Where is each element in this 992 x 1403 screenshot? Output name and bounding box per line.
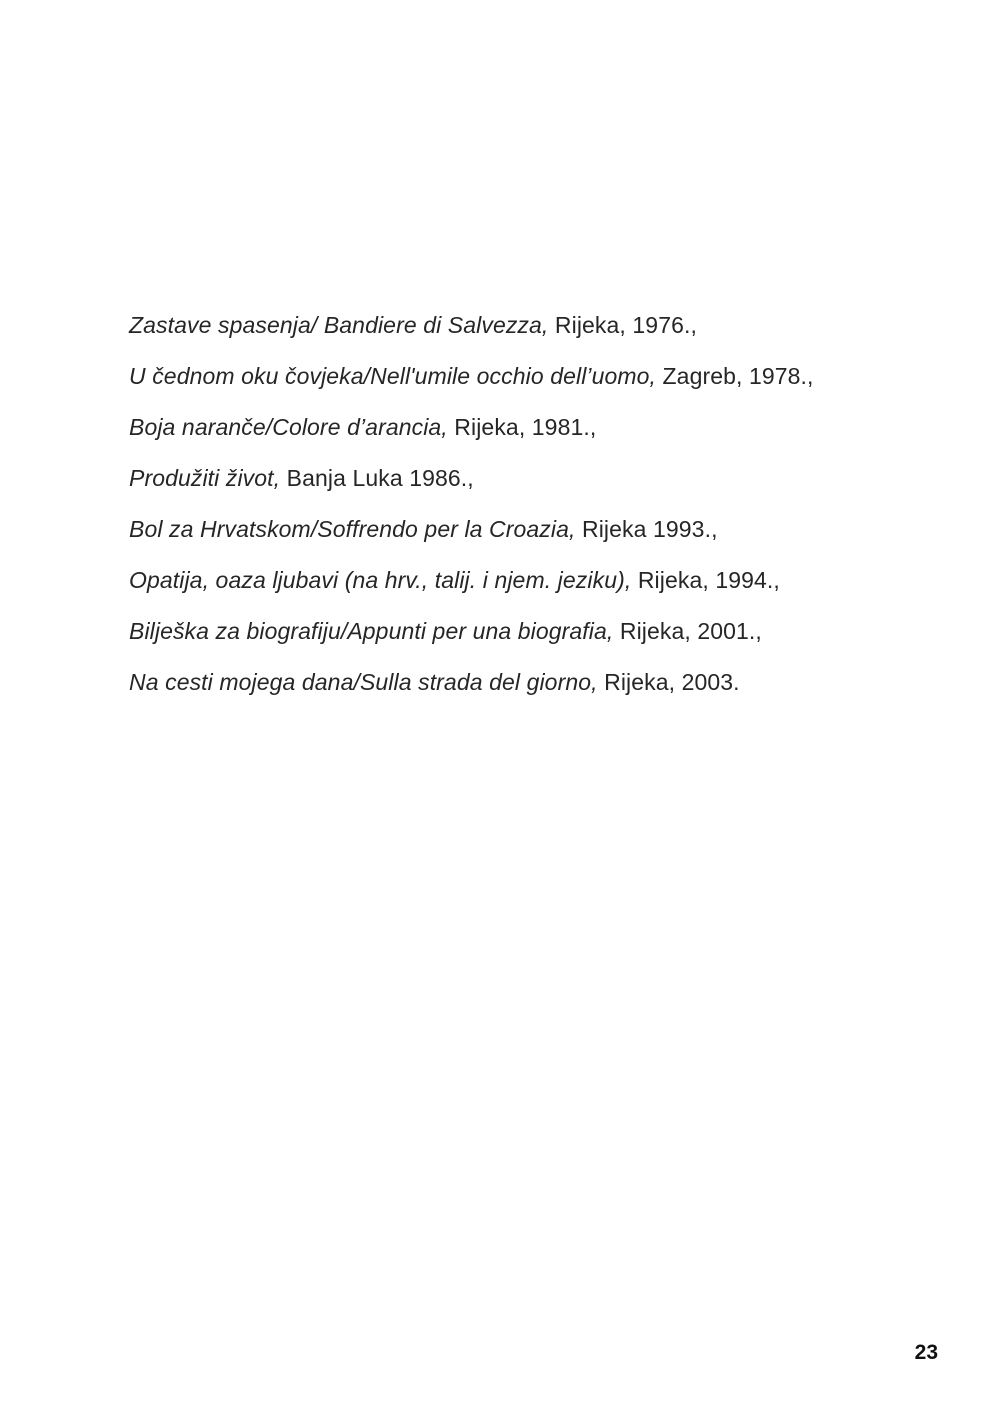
entry-title: Bilješka za biografiju/Appunti per una biografia, bbox=[129, 618, 614, 644]
entry-title: Boja naranče/Colore d’arancia, bbox=[129, 414, 448, 440]
entry-title: Na cesti mojega dana/Sulla strada del giorno, bbox=[129, 669, 598, 695]
entry-title: U čednom oku čovjeka/Nell'umile occhio dell’uomo, bbox=[129, 363, 657, 389]
page-number: 23 bbox=[914, 1341, 938, 1364]
entry-title: Produžiti život, bbox=[129, 465, 281, 491]
list-item bbox=[129, 657, 814, 708]
list-item bbox=[129, 300, 814, 351]
entry-publication: Rijeka, 2003. bbox=[597, 669, 740, 695]
entry-publication: Rijeka, 1981., bbox=[447, 414, 597, 440]
entry-title: Zastave spasenja/ Bandiere di Salvezza, bbox=[129, 312, 549, 338]
entry-publication: Zagreb, 1978., bbox=[656, 363, 814, 389]
list-item bbox=[129, 504, 814, 555]
list-item bbox=[129, 402, 814, 453]
list-item bbox=[129, 555, 814, 606]
entry-publication: Rijeka, 1994., bbox=[631, 567, 780, 593]
entry-publication: Rijeka, 2001., bbox=[613, 618, 762, 644]
entry-publication: Rijeka, 1976., bbox=[548, 312, 697, 338]
list-item bbox=[129, 606, 814, 657]
entry-title: Opatija, oaza ljubavi (na hrv., talij. i njem. jeziku), bbox=[129, 567, 632, 593]
list-item bbox=[129, 453, 814, 504]
entry-publication: Banja Luka 1986., bbox=[280, 465, 474, 491]
list-item bbox=[129, 351, 814, 402]
entry-title: Bol za Hrvatskom/Soffrendo per la Croazia, bbox=[129, 516, 576, 542]
entry-publication: Rijeka 1993., bbox=[575, 516, 718, 542]
bibliography-list bbox=[129, 300, 814, 708]
